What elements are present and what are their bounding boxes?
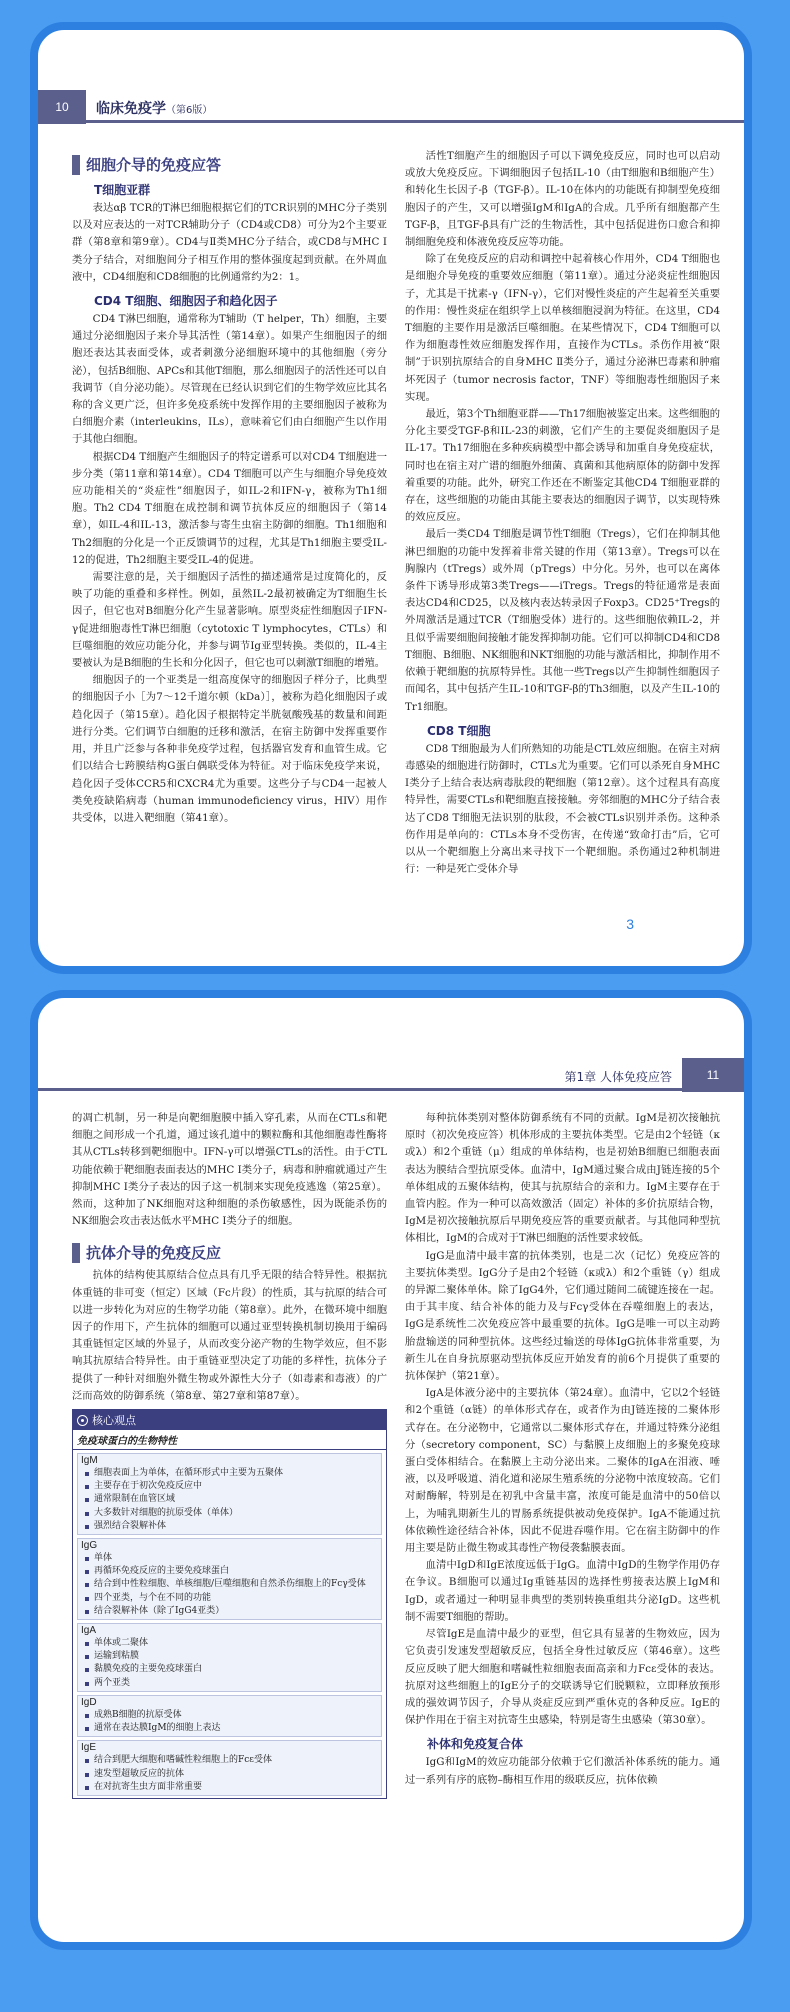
paragraph: 根据CD4 T细胞产生细胞因子的特定谱系可以对CD4 T细胞进一步分类（第11章和第14章）。CD4 T细胞可以产生与细胞介导免疫效应功能相关的“炎症性”细胞因子，如IL-2和IFN-γ，被称为Th1细胞。Th2 CD4 T细胞在成控制和调节抗体反应的细胞因子（第14章），如IL-4和IL-13，激活参与寄生虫宿主防御的细胞。Th1细胞和Th2细胞的分化是一个正反馈调节的过程，尤其是Th1细胞主要受IL-12的促进，Th2细胞主要受IL-4的促进。: [72, 450, 387, 566]
ig-class-name: IgE: [81, 1742, 97, 1754]
key-points-box: [72, 1409, 387, 1799]
two-column-body: [72, 1110, 720, 1799]
paragraph: CD4 T淋巴细胞，通常称为T辅助（T helper，Th）细胞，主要通过分泌细胞因子来介导其活性（第14章）。如果产生细胞因子的细胞还表达其表面受体，或者刺激分泌细胞环境中的其他细胞（旁分泌），包括B细胞、APCs和其他T细胞，那么细胞因子的活性还可以自我调节（自分泌功能）。尽管现在已经认识到它们的生物学效应比其名称的含义更广泛，但许多免疫系统中发挥作用的主要细胞因子被称为白细胞介素（interleukins，ILs），意味着它们由白细胞产生以作用于其他白细胞。: [72, 313, 387, 446]
ig-group: [77, 1740, 382, 1796]
book-page-spread-1: [30, 22, 752, 974]
folio-number: 3: [626, 916, 634, 932]
ig-group: [77, 1623, 382, 1692]
section-heading: 细胞介导的免疫应答: [72, 154, 387, 175]
paragraph: IgA是体液分泌中的主要抗体（第24章）。血清中，它以2个轻链和2个重链（α链）的单体形式存在，或者作为由J链连接的二聚体形式存在。在分泌物中，它通常以二聚体形式存在，并通过特殊分泌组分（secretory component，SC）与黏膜上皮细胞上的多聚免疫球蛋白受体相结合。在黏膜上主动分泌出来。二聚体的IgA在泪液、唾液，以及呼吸道、消化道和泌尿生殖系统的分泌物中浓度较高。它们对耐酶解，特别是在初乳中含量丰富，浓度可能是血清中的50倍以上，为哺乳期新生儿的胃肠系统提供被动免疫保护。IgA不能通过抗体依赖性途径结合补体，因此不促进吞噬作用。它在宿主防御中的作用主要是防止微生物或其毒性产物侵袭黏膜表面。: [405, 1387, 720, 1555]
book-page-spread-2: [30, 990, 752, 1950]
paragraph: 每种抗体类别对整体防御系统有不同的贡献。IgM是初次接触抗原时（初次免疫应答）机体形成的主要抗体类型。它是由2个轻链（κ或λ）和2个重链（μ）组成的单体结构，也是初始B细胞已细胞表面表达为膜结合型抗原受体。血清中，IgM通过聚合成由J链连接的5个单体组成的五聚体结构，使其与抗原结合的亲和力。IgM主要存在于血管内腔。作为一种可以高效激活（固定）补体的多价抗原结合物，IgM是初次接触抗原后早期免疫应答的重要贡献者。与其他同种型抗体相比，IgM的合成对于T淋巴细胞的活性要求较低。: [405, 1112, 720, 1245]
ig-property-item: 结合到肥大细胞和嗜碱性粒细胞上的Fcε受体: [94, 1754, 381, 1767]
ig-property-item: 成熟B细胞的抗原受体: [94, 1709, 381, 1722]
running-head: [96, 98, 212, 118]
page-number: 10: [38, 90, 86, 124]
paragraph: 抗体的结构使其原结合位点具有几乎无限的结合特异性。根据抗体重链的非可变（恒定）区域（Fc片段）的性质，其与抗原的结合可以进一步转化为对应的生物学功能（第8章）。此外，在微环境中细胞因子的作用下，产生抗体的细胞可以通过亚型转换机制切换用于编码其重链恒定区域的外显子，从而改变分泌产物的生物学效应，但不影响其抗原结合特异性。由于重链亚型决定了功能的多样性，抗体分子提供了一种针对细胞外微生物或外源性大分子（如毒素和毒液）的广泛而高效的防御系统（第8章、第27章和第87章）。: [72, 1269, 387, 1402]
ig-class-name: IgG: [81, 1540, 98, 1552]
paragraph: 尽管IgE是血清中最少的亚型，但它具有显著的生物效应，因为它负责引发速发型超敏反应，包括全身性过敏反应（第46章）。这些反应反映了肥大细胞和嗜碱性粒细胞表面高亲和力Fcε受体的表达。抗原对这些细胞上的IgE分子的交联诱导它们脱颗粒，立即释放预形成的强效调节因子，介导从炎症反应到严重休克的各种反应。IgE的保护作用在于宿主对抗寄生虫感染，特别是寄生虫感染（第30章）。: [405, 1628, 720, 1727]
two-column-body: [72, 148, 720, 878]
section-heading: 抗体介导的免疫反应: [72, 1242, 387, 1263]
ig-property-item: 运输到粘膜: [94, 1650, 381, 1663]
ig-property-item: 四个亚类，与个在不同的功能: [94, 1592, 381, 1605]
paragraph: 除了在免疫反应的启动和调控中起着核心作用外，CD4 T细胞也是细胞介导免疫的重要效应细胞（第11章）。通过分泌炎症性细胞因子，尤其是干扰素-γ（IFN-γ），它们对慢性炎症的产生起着至关重要的作用：慢性炎症在组织学上以单核细胞浸润为特征。在这里，CD4 T细胞的主要作用是激活巨噬细胞。在某些情况下，CD4 T细胞可以作为细胞毒性效应细胞发挥作用，直接作为CTLs。杀伤作用被“限制”于识别抗原结合的自身MHC Ⅱ类分子，通过分泌淋巴毒素和肿瘤坏死因子（tumor necrosis factor，TNF）等细胞毒性细胞因子来实现。: [405, 253, 720, 403]
ig-class-name: IgM: [81, 1455, 98, 1467]
book-title: 临床免疫学: [96, 101, 166, 117]
paragraph: 的凋亡机制，另一种是向靶细胞膜中插入穿孔素，从而在CTLs和靶细胞之间形成一个孔道，通过该孔道中的颗粒酶和其他细胞毒性酶将其从CTLs转移到靶细胞中。IFN-γ可以增强CTLs的活性。由于CTL功能依赖于靶细胞表面表达的MHC Ⅰ类分子，病毒和肿瘤就通过产生抑制MHC Ⅰ类分子表达的因子这一机制来实现免疫逃逸（第25章）。然而，这种加了NK细胞对这种细胞的杀伤敏感性，因为既能杀伤的NK细胞会攻击表达低水平MHC Ⅰ类分子的细胞。: [72, 1112, 387, 1228]
ig-class-name: IgD: [81, 1696, 97, 1708]
paragraph: 最近，第3个Th细胞亚群——Th17细胞被鉴定出来。这些细胞的分化主要受TGF-β和IL-23的刺激，它们产生的主要促炎细胞因子是IL-17。Th17细胞在多种疾病模型中都会诱导和加重自身免疫症状，同时也在宿主对广谱的细胞外细菌、真菌和其他病原体的防御中发挥着重要的功能。此外，研究工作还在不断鉴定其他CD4 T细胞亚群的存在，这些细胞的功能由其能主要表达的细胞因子调节，以实现特殊的效应反应。: [405, 408, 720, 524]
running-head: 第1章 人体免疫应答: [564, 1070, 672, 1084]
ig-group: [77, 1538, 382, 1620]
subsection-heading: 补体和免疫复合体: [427, 1737, 524, 1752]
left-column: [72, 148, 387, 878]
page-header: [38, 90, 744, 134]
page-number: 11: [682, 1058, 744, 1092]
box-header: [73, 1410, 386, 1430]
ig-property-list: [78, 1467, 381, 1534]
subsection-heading: CD4 T细胞、细胞因子和趋化因子: [94, 294, 278, 309]
paragraph: 表达αβ TCR的T淋巴细胞根据它们的TCR识别的MHC分子类别以及对应表达的一对TCR辅助分子（CD4或CD8）可分为2个主要亚群（第8章和第9章）。CD4与Ⅱ类MHC分子结合，或CD8与MHC Ⅰ类分子结合，对细胞间分子相互作用的整体强度起到贡献。在外周血液中，CD4细胞和CD8细胞的比例通常约为2：1。: [72, 202, 387, 283]
ig-property-item: 单体或二聚体: [94, 1637, 381, 1650]
ig-property-item: 结合到中性粒细胞、单核细胞/巨噬细胞和自然杀伤细胞上的Fcγ受体: [94, 1578, 381, 1591]
paragraph: IgG是血清中最丰富的抗体类别，也是二次（记忆）免疫应答的主要抗体类型。IgG分子是由2个轻链（κ或λ）和2个重链（γ）组成的异源二聚体单体。除了IgG4外，它们通过随间二硫键连接在一起。由于其丰度、结合补体的能力及与Fcγ受体在吞噬细胞上的表达，IgG是系统性二次免疫应答中最重要的抗体。IgG是唯一可以主动跨胎盘输送的同种型抗体。这些经过输送的母体IgG抗体非常重要，为新生儿在自身抗原驱动型抗体反应开始发育的前6个月提供了重要的抗体保护（第21章）。: [405, 1249, 720, 1383]
paragraph: 需要注意的是，关于细胞因子活性的描述通常是过度简化的，反映了功能的重叠和多样性。例如，虽然IL-2最初被确定为T细胞生长因子，但它也对B细胞分化产生显著影响。原型炎症性细胞因子IFN-γ促进细胞毒性T淋巴细胞（cytotoxic T lymphocytes，CTLs）和巨噬细胞的效应功能分化，并参与调节Ig亚型转换。类似的，IL-4主要被认为是B细胞的生长和分化因子，但它也可以刺激T细胞的增殖。: [72, 571, 387, 670]
paragraph: 细胞因子的一个亚类是一组高度保守的细胞因子样分子，比典型的细胞因子小［为7～12千道尔顿（kDa）］，被称为趋化细胞因子或趋化因子（第15章）。趋化因子根据特定半胱氨酸残基的数量和间距进行分类。它们调节白细胞的迁移和激活，在宿主防御中发挥重要作用，并且广泛参与各种非免疫学过程，包括器官发育和血管生成。它们以结合七跨膜结构G蛋白偶联受体为特征。对于临床免疫学来说，趋化因子受体CCR5和CXCR4尤为重要。这些分子与CD4一起被人类免疫缺陷病毒（human immunodeficiency virus，HIV）用作共受体，以进入靶细胞（第41章）。: [72, 674, 387, 824]
paragraph: CD8 T细胞最为人们所熟知的功能是CTL效应细胞。在宿主对病毒感染的细胞进行防御时，CTLs尤为重要。它们可以杀死自身MHC Ⅰ类分子上结合表达病毒肽段的靶细胞（第12章）。这个过程具有高度特异性，需要CTLs和靶细胞直接接触。旁邻细胞的MHC分子结合表达了CD8 T细胞无法识别的肽段，不会被CTLs识别并杀伤。这种杀伤作用是单向的：CTLs本身不受伤害，在传递“致命打击”后，它可以从一个靶细胞上分离出来寻找下一个靶细胞。杀伤通过2种机制进行：一种是死亡受体介导: [405, 742, 720, 876]
ig-property-list: [78, 1754, 381, 1795]
box-subtitle: 免疫球蛋白的生物特性: [73, 1430, 386, 1450]
ig-property-list: [78, 1709, 381, 1736]
left-column: [72, 1110, 387, 1799]
ig-property-list: [78, 1637, 381, 1691]
ig-property-item: 通常限制在血管区域: [94, 1493, 381, 1506]
ig-property-item: 大多数针对细胞的抗原受体（单体）: [94, 1507, 381, 1520]
header-rule: [86, 120, 744, 123]
target-icon: [77, 1415, 88, 1426]
header-rule: [38, 1088, 682, 1091]
subsection-heading: T细胞亚群: [94, 183, 151, 197]
ig-property-item: 强烈结合裂解补体: [94, 1520, 381, 1533]
page-header: [38, 1058, 744, 1102]
ig-property-item: 单体: [94, 1552, 381, 1565]
right-column: [405, 148, 720, 878]
right-column: [405, 1110, 720, 1799]
paragraph: 活性T细胞产生的细胞因子可以下调免疫反应，同时也可以启动或放大免疫反应。下调细胞因子包括IL-10（由T细胞和B细胞产生）和转化生长因子-β（TGF-β）。IL-10在体内的功能既有抑制型免疫细胞因子的产生，又可以增强IgM和IgA的合成。几乎所有细胞都产生TGF-β，且TGF-β具有广泛的生物活性，其中包括促进伤口愈合和抑制细胞免疫和体液免疫反应等功能。: [405, 150, 720, 249]
heading-bar: [72, 155, 80, 175]
ig-property-item: 速发型超敏反应的抗体: [94, 1768, 381, 1781]
paragraph: 最后一类CD4 T细胞是调节性T细胞（Tregs），它们在抑制其他淋巴细胞的功能中发挥着非常关键的作用（第13章）。Tregs可以在胸腺内（tTregs）或外周（pTregs）中分化。另外，也可以在离体条件下诱导形成第3类Tregs——iTregs。Tregs的特征通常是表面表达CD4和CD25，以及核内表达转录因子Foxp3。CD25⁺Tregs的外周激活是通过TCR（T细胞受体）进行的。这些细胞依赖IL-2，并且似乎需要细胞间接触才能发挥抑制功能。它们可以抑制CD4和CD8 T细胞、B细胞、NK细胞和NKT细胞的功能与激活相比，抑制作用不依赖于靶细胞的抗原特异性。其他一些Tregs以产生抑制性细胞因子而闻名，其中包括产生IL-10和TGF-β的Th3细胞，以及产生IL-10的Tr1细胞。: [405, 528, 720, 713]
ig-property-item: 再循环免疫反应的主要免疫球蛋白: [94, 1565, 381, 1578]
edition: （第6版）: [166, 105, 213, 116]
ig-groups: [73, 1453, 386, 1796]
ig-property-item: 黏膜免疫的主要免疫球蛋白: [94, 1663, 381, 1676]
paragraph: IgG和IgM的效应功能部分依赖于它们激活补体系统的能力。通过一系列有序的底物–酶相互作用的级联反应，抗体依赖: [405, 1756, 720, 1786]
ig-group: [77, 1453, 382, 1535]
ig-property-item: 两个亚类: [94, 1677, 381, 1690]
ig-property-list: [78, 1552, 381, 1619]
ig-group: [77, 1695, 382, 1737]
ig-property-item: 在对抗寄生虫方面非常重要: [94, 1781, 381, 1794]
ig-property-item: 细胞表面上为单体，在循环形式中主要为五聚体: [94, 1467, 381, 1480]
subsection-heading: CD8 T细胞: [427, 723, 491, 738]
box-title: 核心观点: [92, 1414, 136, 1428]
ig-property-item: 通常在表达膜IgM的细胞上表达: [94, 1722, 381, 1735]
heading-bar: [72, 1243, 80, 1263]
ig-property-item: 主要存在于初次免疫反应中: [94, 1480, 381, 1493]
ig-property-item: 结合裂解补体（除了IgG4亚类）: [94, 1605, 381, 1618]
ig-class-name: IgA: [81, 1625, 97, 1637]
paragraph: 血清中IgD和IgE浓度远低于IgG。血清中IgD的生物学作用仍存在争议。B细胞可以通过Ig重链基因的选择性剪接表达膜上IgM和IgD，或者通过一种明显非典型的类别转换重组共分泌IgD。这些机制不需要T细胞的帮助。: [405, 1559, 720, 1623]
